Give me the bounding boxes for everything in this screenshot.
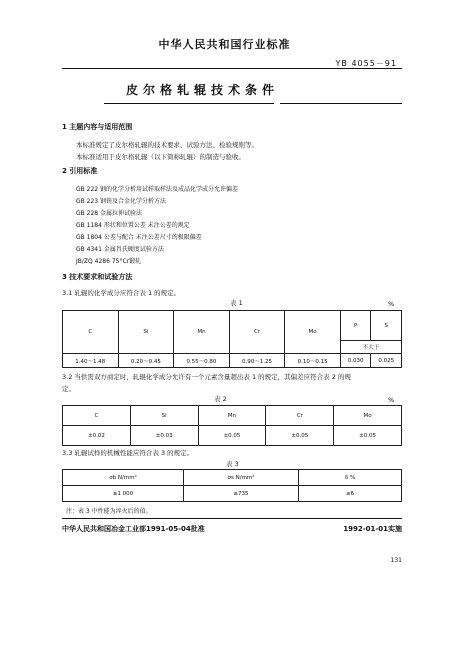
- table-1-cell: 0.20～0.45: [118, 354, 174, 368]
- reference-item: GB 1184 形状和位置公差 未注公差的规定: [76, 222, 190, 229]
- clause-3-2-line-2: 定。: [62, 385, 75, 393]
- table-1-cell: 0.025: [371, 354, 402, 368]
- table-1-chemical-composition: [62, 310, 402, 368]
- reference-item: GB 222 钢的化学分析用试样取样法及成品化学成分允许偏差: [76, 186, 239, 193]
- reference-item: GB 223 钢铁及合金化学分析方法: [76, 198, 167, 205]
- title-rule-left: [104, 103, 274, 104]
- table-3-cell: ≥1 000: [63, 486, 184, 502]
- standard-category-title: 中华人民共和国行业标准: [158, 38, 291, 51]
- table-2-cell: ±0.05: [198, 426, 266, 446]
- table-2-header: Cr: [266, 406, 334, 426]
- table-3-note: 注：表 3 中性能为淬火后的值。: [66, 508, 152, 515]
- table-2-caption: 表 2: [214, 395, 227, 403]
- table-2-header: Mn: [198, 406, 266, 426]
- table-1-cell: 0.90～1.25: [229, 354, 285, 368]
- clause-3-1: 3.1 轧辊的化学成分应符合表 1 的规定。: [62, 289, 181, 297]
- table-2-header: C: [63, 406, 131, 426]
- table-2-composition-tolerance: [62, 405, 402, 446]
- table-2-cell: ±0.05: [266, 426, 334, 446]
- standard-number: YB 4055－91: [335, 59, 397, 68]
- table-3-cell: ≥6: [299, 486, 402, 502]
- reference-item: GB 4341 金属肖氏硬度试验方法: [76, 246, 164, 253]
- reference-item: GB 228 金属拉伸试验法: [76, 210, 143, 217]
- table-1-unit: %: [388, 300, 395, 308]
- table-2-cell: ±0.03: [130, 426, 198, 446]
- section-2-heading: 2 引用标准: [62, 167, 98, 175]
- document-title: 皮尔格轧辊技术条件: [126, 83, 280, 97]
- table-1-header: Cr: [229, 311, 285, 354]
- table-1-header: S: [371, 311, 402, 341]
- table-1-subheader: 不大于: [340, 341, 401, 354]
- table-1-header: Si: [118, 311, 174, 354]
- table-2-unit: %: [388, 396, 395, 404]
- table-3-mechanical-properties: [62, 469, 402, 502]
- section-1-para-1: 本标准规定了皮尔格轧辊的技术要求、试验方法、检验规则等。: [76, 141, 258, 149]
- table-1-header: P: [340, 311, 371, 341]
- table-2-cell: ±0.02: [63, 426, 131, 446]
- table-1-cell: 0.030: [340, 354, 371, 368]
- reference-item: JB/ZQ 4286 75°Cr锻轧: [76, 258, 142, 265]
- table-2-cell: ±0.05: [334, 426, 402, 446]
- page-number: 131: [390, 557, 402, 564]
- implementation-date: 1992-01-01实施: [343, 525, 402, 533]
- clause-3-2-line-1: 3.2 当供需双方商定时，轧辊化学成分允许有一个元素含量超出表 1 的规定，其偏差应符合表 2 的规: [62, 373, 351, 381]
- title-rule-right: [280, 103, 402, 104]
- table-3-header: σs N/mm²: [184, 470, 299, 486]
- table-1-caption: 表 1: [230, 299, 243, 307]
- table-1-header: Mo: [285, 311, 341, 354]
- table-1-header: C: [63, 311, 119, 354]
- footer-rule: [62, 518, 402, 519]
- header-rule: [62, 68, 402, 69]
- section-3-heading: 3 技术要求和试验方法: [62, 273, 133, 281]
- table-3-cell: ≥735: [184, 486, 299, 502]
- table-3-caption: 表 3: [226, 460, 239, 468]
- clause-3-3: 3.3 轧辊试样的机械性能应符合表 3 的规定。: [62, 449, 194, 457]
- table-1-header: Mn: [174, 311, 230, 354]
- table-1-cell: 0.55～0.80: [174, 354, 230, 368]
- section-1-para-2: 本标准适用于皮尔格轧辊（以下简称轧辊）的制造与验收。: [76, 153, 245, 161]
- table-1-cell: 0.10～0.15: [285, 354, 341, 368]
- table-1-cell: 1.40～1.48: [63, 354, 119, 368]
- table-2-header: Mo: [334, 406, 402, 426]
- section-1-heading: 1 主题内容与适用范围: [62, 123, 133, 131]
- table-2-header: Si: [130, 406, 198, 426]
- table-3-header: σb N/mm²: [63, 470, 184, 486]
- approval-line: 中华人民共和国冶金工业部1991-05-04批准: [62, 525, 205, 533]
- table-3-header: δ %: [299, 470, 402, 486]
- reference-item: GB 1804 公差与配合 未注公差尺寸的极限偏差: [76, 234, 202, 241]
